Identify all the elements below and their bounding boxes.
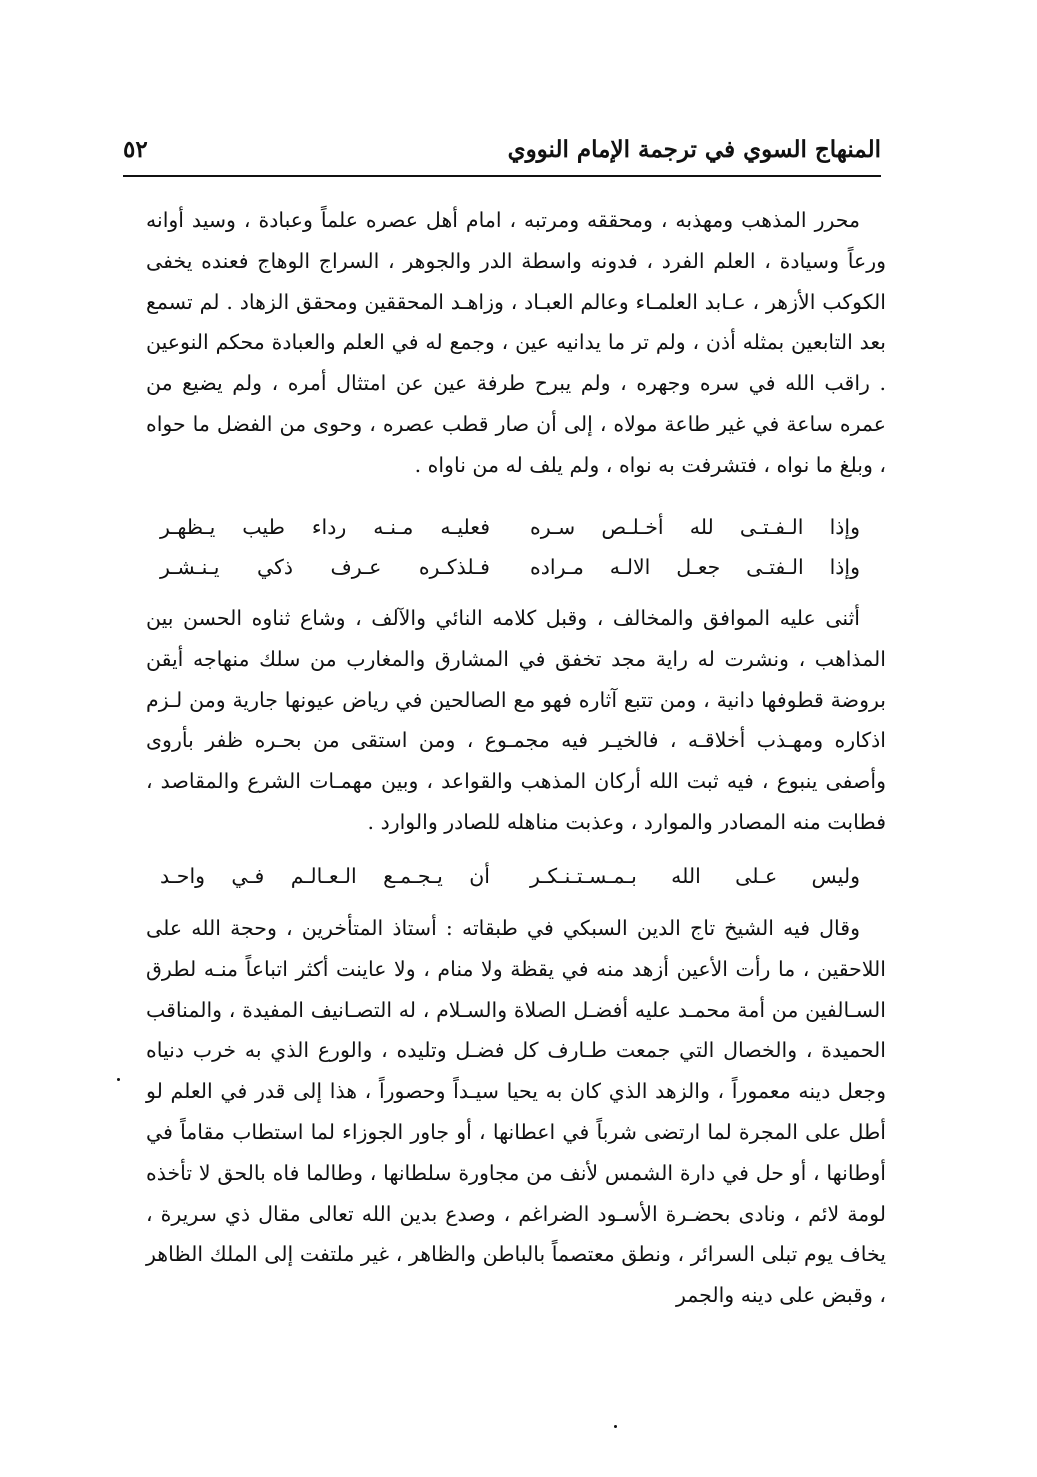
running-title: المنهاج السوي في ترجمة الإمام النووي [507, 136, 881, 163]
paragraph-3 [146, 908, 886, 1316]
scan-speck [117, 1078, 120, 1081]
paragraph-text: أثنى عليه الموافق والمخالف ، وقبل كلامه النائي والآلف ، وشاع ثناوه الحسن بين المذاهب ، ونشرت له راية مجد تخفق في المشارق والمغارب من سلك منهاجه أيقن بروضة قطوفها دانية ، ومن تتبع آثاره فهو مع الصالحين في رياض عيونها جارية ومن لـزم اذكاره ومهـذب أخلاقـه ، فالخيـر فيه مجمـوع ، ومن استقى من بحـره ظفر بأروى وأصفى ينبوع ، فيه ثبت الله أركان المذهب والقواعد ، وبين مهمـات الشرع والمقاصد ، فطابت منه المصادر والموارد ، وعذبت مناهله للصادر والوارد . [146, 606, 886, 834]
scan-speck [614, 1425, 617, 1428]
header-rule [123, 175, 881, 177]
paragraph-text: وقال فيه الشيخ تاج الدين السبكي في طبقاته : أستاذ المتأخرين ، وحجة الله على اللاحقين ، ما رأت الأعين أزهد منه في يقظة ولا منام ، ولا عاينت أكثر اتباعاً منـه لطرق السـالفين من أمة محمـد عليه أفضـل الصلاة والسـلام ، له التصـانيف المفيدة ، والمناقب الحميدة ، والخصال التي جمعت طـارف كل فضـل وتليده ، والورع الذي به خرب دنياه وجعل دينه معموراً ، والزهد الذي كان به يحيا سيـداً وحصوراً ، هذا إلى قدر في العلم لو أطل على المجرة لما ارتضى شرباً في اعطانها ، أو جاور الجوزاء لما استطاب مقاماً في أوطانها ، أو حل في دارة الشمس لأنف من مجاورة سلطانها ، وطالما فاه بالحق لا تأخذه لومة لائم ، ونادى بحضـرة الأسـود الضراغم ، وصدع بدين الله تعالى مقال ذي سريرة ، يخاف يوم تبلى السرائر ، ونطق معتصماً بالباطن والظاهر ، غير ملتفت إلى الملك الظاهر ، وقبض على دينه والجمر [146, 916, 886, 1308]
verse-first-hemistich: وإذا الـفـتـى لله أخـلـص سـره [530, 515, 860, 539]
page-number: ٥٢ [123, 136, 148, 163]
verse-first-hemistich: وليس عـلى الله بـمـسـتـنـكـر [530, 864, 860, 888]
verse-block-2 [160, 856, 860, 896]
verse-second-hemistich: فـلذكـره عـرف ذكي يـنـشـر [160, 555, 490, 579]
verse-second-hemistich: أن يـجـمـع الـعـالـم فـي واحـد [160, 864, 490, 888]
verse-first-hemistich: وإذا الـفتـى جعـل الالـه مـراده [530, 555, 860, 579]
paragraph-1 [146, 200, 886, 486]
verse-line [160, 856, 860, 896]
verse-block-1 [160, 507, 860, 587]
verse-line [160, 547, 860, 587]
verse-line [160, 507, 860, 547]
paragraph-2 [146, 598, 886, 843]
running-header [123, 130, 881, 176]
verse-second-hemistich: فعليـه مـنـه رداء طيب يـظهـر [160, 515, 490, 539]
paragraph-text: محرر المذهب ومهذبه ، ومحققه ومرتبه ، امام أهل عصره علماً وعبادة ، وسيد أوانه ورعاً وسيادة ، العلم الفرد ، فدونه واسطة الدر والجوهر ، السراج الوهاج فعنده يخفى الكوكب الأزهر ، عـابد العلمـاء وعالم العبـاد ، وزاهـد المحققين ومحقق الزهاد . لم تسمع بعد التابعين بمثله أذن ، ولم تر ما يدانيه عين ، وجمع له في العلم والعبادة محكم النوعين . راقب الله في سره وجهره ، ولم يبرح طرفة عين عن امتثال أمره ، ولم يضيع من عمره ساعة في غير طاعة مولاه ، إلى أن صار قطب عصره ، وحوى من الفضل ما حواه ، وبلغ ما نواه ، فتشرفت به نواه ، ولم يلف له من ناواه . [146, 208, 886, 477]
